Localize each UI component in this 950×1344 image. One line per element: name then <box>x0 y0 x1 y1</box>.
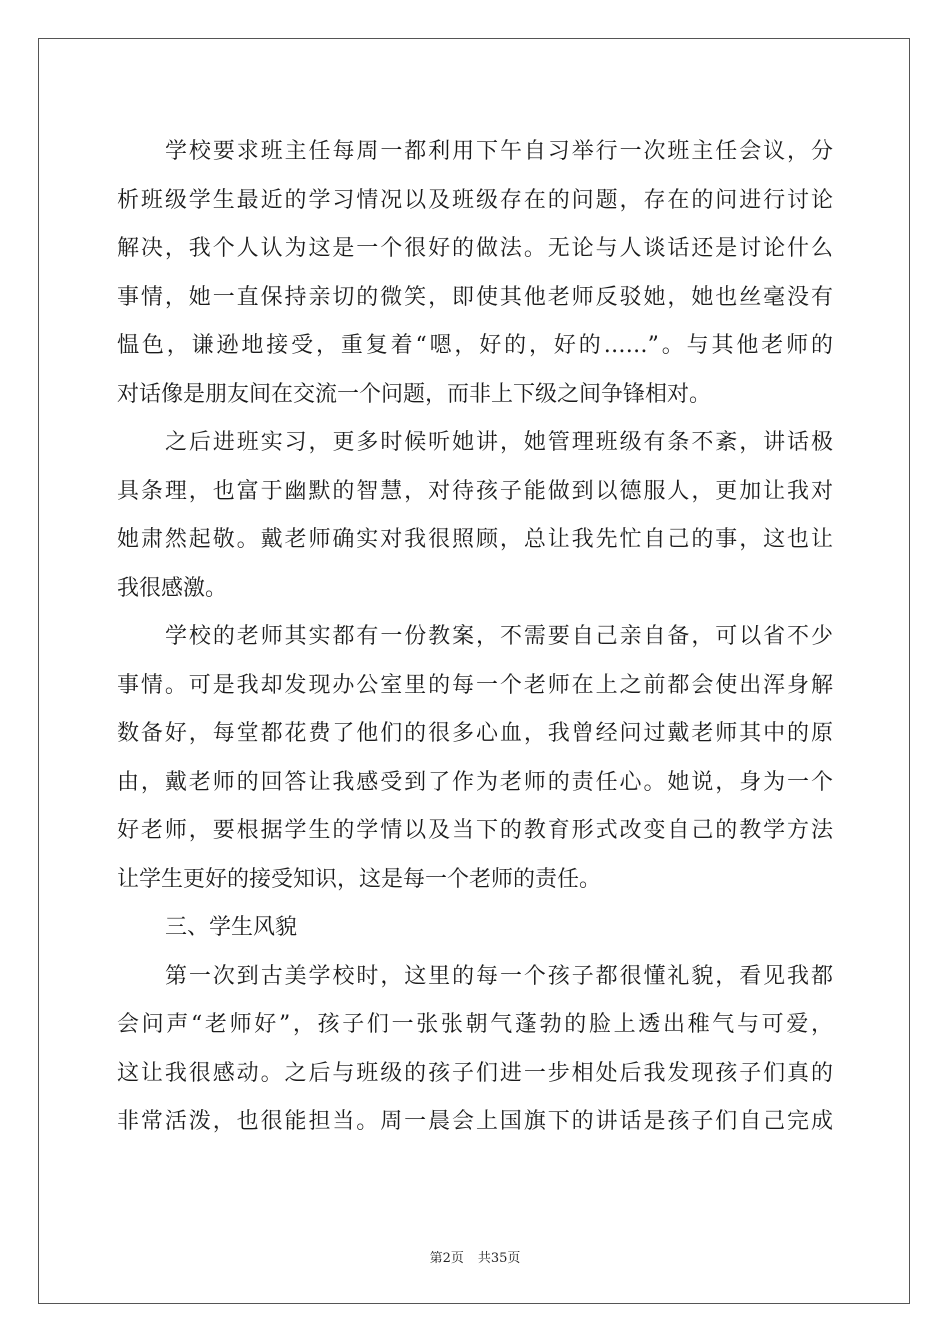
text-line: 这让我很感动。之后与班级的孩子们进一步相处后我发现孩子们真的 <box>117 1060 833 1086</box>
page-number: 第2页 <box>429 1251 464 1266</box>
text-line: 解决，我个人认为这是一个很好的做法。无论与人谈话还是讨论什么 <box>117 236 833 261</box>
text-line: 会问声“老师好”，孩子们一张张朝气蓬勃的脸上透出稚气与可爱， <box>117 1012 833 1037</box>
text-line: 我很感激。 <box>117 575 228 601</box>
text-line: 让学生更好的接受知识，这是每一个老师的责任。 <box>117 866 602 892</box>
document-body <box>117 128 833 1147</box>
section-heading: 三、学生风貌 <box>165 915 298 940</box>
text-line: 非常活泼，也很能担当。周一晨会上国旗下的讲话是孩子们自己完成 <box>117 1109 833 1134</box>
text-line: 具条理，也富于幽默的智慧，对待孩子能做到以德服人，更加让我对 <box>117 478 833 504</box>
text-line: 析班级学生最近的学习情况以及班级存在的问题，存在的问进行讨论 <box>117 187 833 213</box>
text-line: 学校要求班主任每周一都利用下午自习举行一次班主任会议，分 <box>165 139 833 164</box>
text-line: 事情。可是我却发现办公室里的每一个老师在上之前都会使出浑身解 <box>117 672 833 698</box>
text-line: 她肃然起敬。戴老师确实对我很照顾，总让我先忙自己的事，这也让 <box>117 527 833 552</box>
text-line: 由，戴老师的回答让我感受到了作为老师的责任心。她说，身为一个 <box>117 769 833 795</box>
text-line: 好老师，要根据学生的学情以及当下的教育形式改变自己的教学方法 <box>117 818 833 843</box>
text-line: 数备好，每堂都花费了他们的很多心血，我曾经问过戴老师其中的原 <box>117 721 833 746</box>
text-line: 愠色，谦逊地接受，重复着“嗯，好的，好的……”。与其他老师的 <box>117 333 833 358</box>
text-line: 学校的老师其实都有一份教案，不需要自己亲自备，可以省不少 <box>165 624 833 649</box>
text-line: 之后进班实习，更多时候听她讲，她管理班级有条不紊，讲话极 <box>165 430 833 455</box>
text-line: 事情，她一直保持亲切的微笑，即使其他老师反驳她，她也丝毫没有 <box>117 284 833 310</box>
page-footer <box>0 1247 950 1266</box>
text-line: 第一次到古美学校时，这里的每一个孩子都很懂礼貌，看见我都 <box>165 963 833 989</box>
page-total: 共35页 <box>477 1251 521 1266</box>
text-line: 对话像是朋友间在交流一个问题，而非上下级之间争锋相对。 <box>117 381 712 407</box>
